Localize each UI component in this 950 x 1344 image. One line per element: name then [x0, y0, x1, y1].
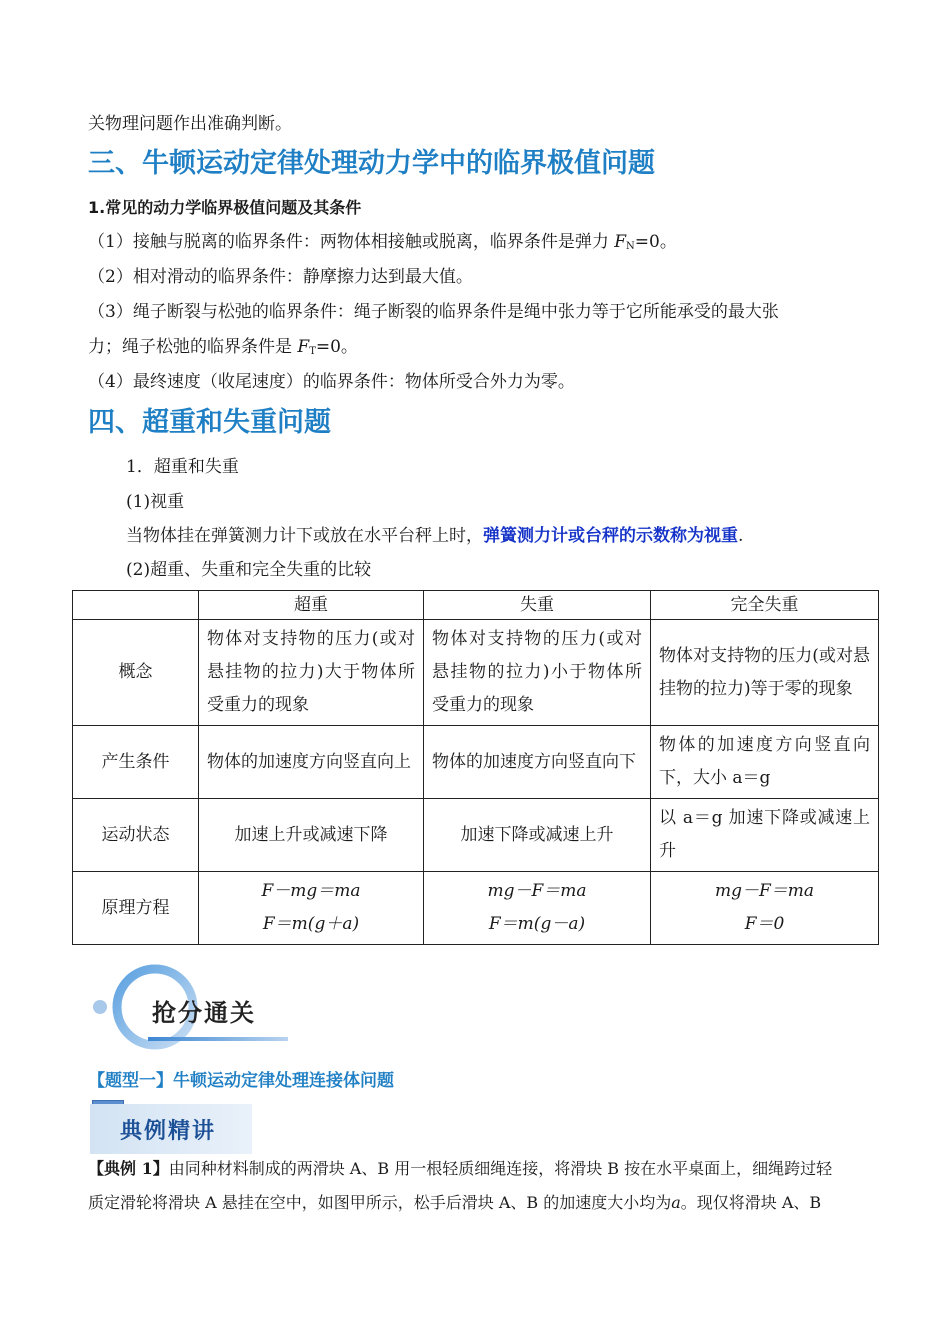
definition-end: .	[738, 526, 744, 546]
definition-emphasis: 弹簧测力计或台秤的示数称为视重	[483, 526, 738, 546]
section3-item1	[88, 230, 677, 259]
item3-var: F	[297, 337, 310, 357]
section3-item2: （2）相对滑动的临界条件：静摩擦力达到最大值。	[88, 267, 473, 287]
table-header-cell	[73, 591, 199, 620]
item1-var: F	[614, 232, 627, 252]
equation-cell	[424, 872, 651, 945]
table-header-cell: 超重	[199, 591, 424, 620]
section4-title: 四、超重和失重问题	[88, 407, 331, 438]
table-cell: 以 a＝g 加速下降或减速上升	[651, 799, 879, 872]
table-cell: 物体对支持物的压力(或对悬挂物的拉力)大于物体所受重力的现象	[199, 620, 424, 726]
item3-sub: T	[309, 346, 316, 357]
table-cell: 物体的加速度方向竖直向上	[199, 726, 424, 799]
table-row	[73, 726, 879, 799]
equation-cell	[651, 872, 879, 945]
table-header-cell: 失重	[424, 591, 651, 620]
item3-text: 力；绳子松弛的临界条件是	[88, 337, 298, 357]
table-cell: 物体的加速度方向竖直向下	[424, 726, 651, 799]
example1-label: 【典例 1】	[88, 1159, 169, 1178]
section4-definition	[126, 524, 743, 548]
example1-var: a	[671, 1193, 681, 1212]
table-cell: 加速上升或减速下降	[199, 799, 424, 872]
item1-text: （1）接触与脱离的临界条件：两物体相接触或脱离，临界条件是弹力	[88, 232, 615, 252]
example1-line2	[88, 1186, 878, 1220]
example-box-title: 典例精讲	[120, 1119, 217, 1144]
table-cell: 物体对支持物的压力(或对悬挂物的拉力)等于零的现象	[651, 620, 879, 726]
table-cell: 物体的加速度方向竖直向下，大小 a＝g	[651, 726, 879, 799]
section4-sub1: 1．超重和失重	[126, 457, 239, 477]
section4-sub1a: (1)视重	[126, 492, 185, 512]
example1-line1	[88, 1152, 878, 1186]
row-label: 产生条件	[73, 726, 199, 799]
example1-text2: 质定滑轮将滑块 A 悬挂在空中，如图甲所示，松手后滑块 A、B 的加速度大小均为	[88, 1193, 672, 1212]
table-row	[73, 620, 879, 726]
row-label: 原理方程	[73, 872, 199, 945]
example1-text: 由同种材料制成的两滑块 A、B 用一根轻质细绳连接，将滑块 B 按在水平桌面上，细绳跨过轻	[168, 1159, 833, 1178]
table-header-row	[73, 591, 879, 620]
item3-post: =0。	[315, 337, 358, 357]
equation: F＝m(g＋a)	[262, 914, 360, 934]
row-label: 概念	[73, 620, 199, 726]
section3-item4: （4）最终速度（收尾速度）的临界条件：物体所受合外力为零。	[88, 372, 575, 392]
intro-tail: 关物理问题作出准确判断。	[88, 114, 292, 134]
table-row	[73, 799, 879, 872]
definition-text: 当物体挂在弹簧测力计下或放在水平台秤上时，	[126, 526, 483, 546]
example1-text3: 。现仅将滑块 A、B	[680, 1193, 822, 1212]
badge-title: 抢分通关	[152, 999, 256, 1027]
question-type-title: 【题型一】牛顿运动定律处理连接体问题	[88, 1071, 394, 1091]
table-cell: 物体对支持物的压力(或对悬挂物的拉力)小于物体所受重力的现象	[424, 620, 651, 726]
table-row	[73, 872, 879, 945]
section3-subheading: 1.常见的动力学临界极值问题及其条件	[88, 198, 362, 217]
item1-post: =0。	[634, 232, 677, 252]
table-header-cell: 完全失重	[651, 591, 879, 620]
row-label: 运动状态	[73, 799, 199, 872]
section3-title: 三、牛顿运动定律处理动力学中的临界极值问题	[88, 148, 655, 179]
equation: F－mg＝ma	[261, 881, 361, 901]
section3-item3-line2	[88, 335, 358, 364]
equation: F＝0	[744, 914, 785, 934]
equation: mg－F＝ma	[487, 881, 587, 901]
table-cell: 加速下降或减速上升	[424, 799, 651, 872]
equation-cell	[199, 872, 424, 945]
item1-sub: N	[626, 241, 635, 252]
section3-item3-line1: （3）绳子断裂与松弛的临界条件：绳子断裂的临界条件是绳中张力等于它所能承受的最大张	[88, 302, 779, 322]
section4-sub1b: (2)超重、失重和完全失重的比较	[126, 560, 372, 580]
equation: mg－F＝ma	[714, 881, 815, 901]
comparison-table	[72, 590, 879, 945]
equation: F＝m(g－a)	[488, 914, 586, 934]
